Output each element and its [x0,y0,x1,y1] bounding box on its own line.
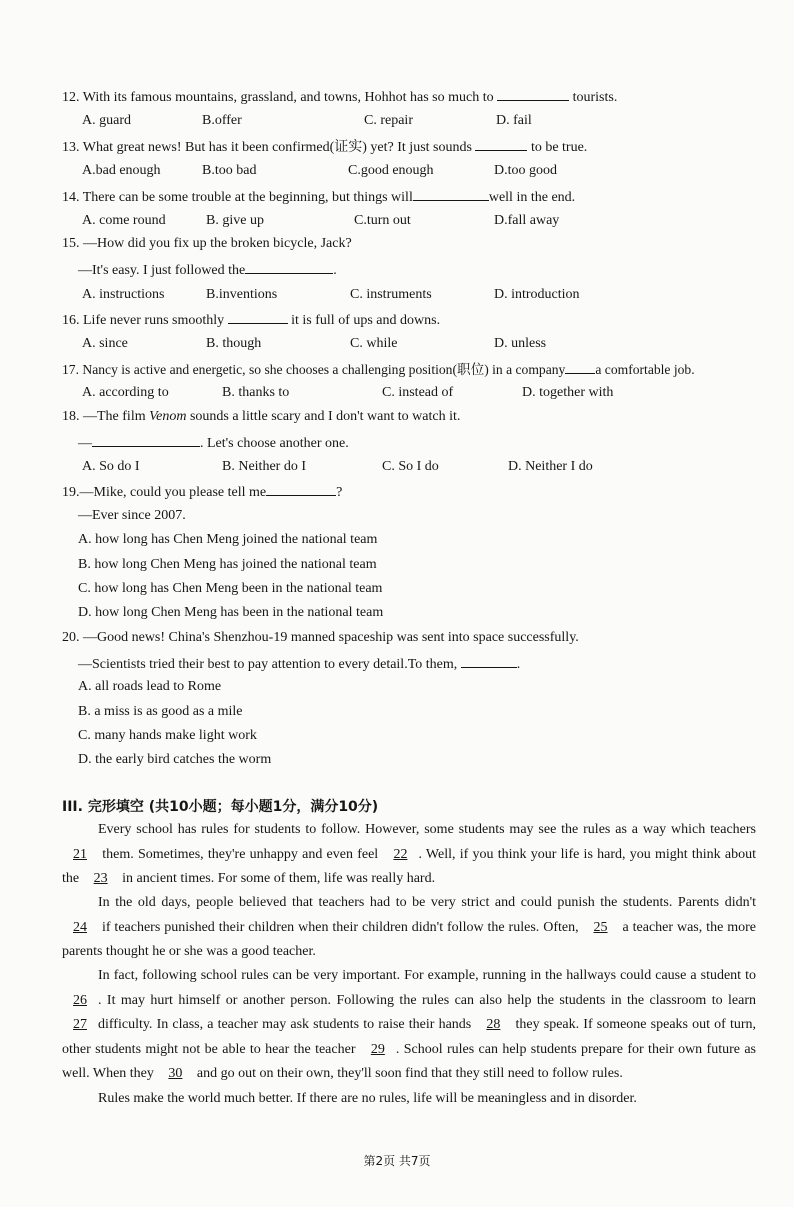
blank-22: 22 [393,846,408,862]
question-stem: With its famous mountains, grassland, and towns, Hohhot has so much to [82,90,498,105]
option-d: D. together with [522,385,614,400]
option-a: A. since [82,336,128,351]
option-d: D. introduction [494,287,580,302]
option-a: A.bad enough [82,163,161,178]
question-18-reply [78,432,778,454]
question-number: 19. [62,485,80,500]
option-b: B.offer [202,113,242,128]
passage-text: a teacher was, the more parents thought he or she was a good teacher. [62,919,756,959]
passage-text: In fact, following school rules can be very important. For example, running in the hallways could cause a student to [98,968,756,983]
blank-27: 27 [73,1017,87,1032]
passage-paragraph-2 [62,891,756,965]
blank-21: 21 [73,846,87,862]
option-c: C. instead of [382,385,454,400]
option-a: A. come round [82,213,166,228]
option-d: D. Neither I do [508,459,593,474]
question-stem: Nancy is active and energetic, so she chooses a challenging position(职位) in a company [82,362,566,377]
film-title: Venom [149,409,187,424]
passage-text: . School rules can help students prepare for their own future as well. When they [62,1041,756,1081]
passage-text: In the old days, people believed that teachers had to be very strict and could punish the students. Parents didn't [98,895,756,910]
blank-26: 26 [73,992,87,1008]
option-c: C. instruments [350,287,432,302]
question-18 [62,407,762,427]
passage-paragraph-4: Rules make the world much better. If there are no rules, life will be meaningless and in disorder. [98,1091,637,1106]
option-c: C.good enough [348,163,434,178]
passage-text: if teachers punished their children when their children didn't follow the rules. Often, [98,919,583,935]
blank-30: 30 [168,1066,183,1081]
question-number: 18. [62,409,80,424]
question-stem-end: tourists. [569,90,618,105]
option-b: B. give up [206,213,264,228]
options-14 [82,211,762,231]
option-a: A. So do I [82,459,140,474]
question-stem: There can be some trouble at the beginning, but things will [79,190,413,205]
option-c: C. repair [364,113,413,128]
option-b: B.inventions [206,287,278,302]
reply-end: . [516,657,521,672]
option-d: D. unless [494,336,547,351]
reply-text: . Let's choose another one. [200,436,349,451]
passage-text: they speak. If someone speaks out of turn, other students might not be able to hear the teacher [62,1017,756,1057]
options-12 [82,111,762,131]
passage-text: Every school has rules for students to follow. However, some students may see the rules as a way which teachers [98,822,756,837]
options-15 [82,285,762,305]
question-12 [62,86,762,108]
passage-text: in ancient times. For some of them, life was really hard. [118,871,436,886]
question-16 [62,309,762,331]
question-stem: Life never runs smoothly [83,313,228,328]
passage-text: . Well, if you think your life is hard, you might think about the [62,846,756,886]
option-a: A. according to [82,385,169,400]
option-b: B. thanks to [222,385,290,400]
option-b: B. though [206,336,262,351]
answer-blank [475,136,527,151]
question-15 [62,234,762,254]
question-stem-end: sounds a little scary and I don't want to watch it. [186,409,461,424]
blank-24: 24 [73,919,87,935]
option-b: B. how long Chen Meng has joined the national team [78,557,377,572]
reply-text: —It's easy. I just followed the [78,263,246,278]
answer-blank [565,359,595,374]
question-17 [62,359,762,380]
question-stem: —Mike, could you please tell me [79,485,267,500]
passage-text: and go out on their own, they'll soon find that they still need to follow rules. [193,1066,623,1081]
option-a: A. guard [82,113,131,128]
question-number: 16. [62,313,80,328]
option-b: B. a miss is as good as a mile [78,704,243,719]
question-number: 17. [62,362,79,377]
option-d: D.fall away [494,213,560,228]
option-c: C. So I do [382,459,439,474]
question-stem-end: to be true. [527,140,588,155]
question-stem: —How did you fix up the broken bicycle, Jack? [83,236,352,251]
option-b: B.too bad [202,163,257,178]
passage-text: them. Sometimes, they're unhappy and even feel [98,846,383,862]
passage-paragraph-1 [62,818,756,892]
question-stem: —The film [83,409,150,424]
question-13 [62,136,762,158]
options-18 [82,457,762,477]
question-14 [62,186,762,208]
option-c: C. while [350,336,398,351]
question-stem-end: a comfortable job. [595,362,695,377]
answer-blank [245,259,333,274]
option-c: C.turn out [354,213,411,228]
question-number: 12. [62,90,80,105]
passage-text: difficulty. In class, a teacher may ask students to raise their hands [98,1017,476,1032]
option-d: D.too good [494,163,557,178]
answer-blank [413,186,489,201]
option-a: A. how long has Chen Meng joined the national team [78,532,378,547]
reply-end: . [333,263,337,278]
question-19 [62,481,762,503]
question-19-reply: —Ever since 2007. [78,508,186,523]
option-d: D. the early bird catches the worm [78,752,272,767]
question-20-reply [78,653,778,675]
section-title: III. 完形填空 (共10小题；每小题1分，满分10分) [62,799,379,815]
blank-28: 28 [486,1017,501,1032]
question-15-reply [78,259,778,281]
passage-paragraph-3 [62,964,756,1087]
option-b: B. Neither do I [222,459,306,474]
question-number: 15. [62,236,80,251]
option-c: C. many hands make light work [78,728,257,743]
option-a: A. instructions [82,287,165,302]
options-16 [82,334,762,354]
question-stem-end: ? [336,485,343,500]
options-17 [82,383,762,403]
passage-text: . It may hurt himself or another person. Following the rules can also help the students in the classroom to learn [98,992,756,1008]
question-stem-end: it is full of ups and downs. [287,313,441,328]
question-number: 20. [62,630,80,645]
blank-25: 25 [593,919,608,935]
question-20 [62,628,762,648]
answer-blank [461,653,517,668]
option-c: C. how long has Chen Meng been in the national team [78,581,383,596]
blank-23: 23 [93,871,108,886]
page-footer: 第2页 共7页 [363,1154,431,1168]
reply-dash: — [78,436,92,451]
option-a: A. all roads lead to Rome [78,679,222,694]
answer-blank [497,86,569,101]
option-d: D. fail [496,113,532,128]
question-stem: What great news! But has it been confirmed(证实) yet? It just sounds [82,140,476,155]
option-d: D. how long Chen Meng has been in the national team [78,605,384,620]
question-stem: —Good news! China's Shenzhou-19 manned spaceship was sent into space successfully. [83,630,579,645]
answer-blank [92,432,200,447]
question-number: 13. [62,140,80,155]
reply-text: —Scientists tried their best to pay attention to every detail.To them, [78,657,461,672]
question-number: 14. [62,190,80,205]
question-stem-end: well in the end. [488,190,576,205]
options-13 [82,161,762,181]
answer-blank [266,481,336,496]
answer-blank [228,309,288,324]
blank-29: 29 [370,1041,385,1057]
